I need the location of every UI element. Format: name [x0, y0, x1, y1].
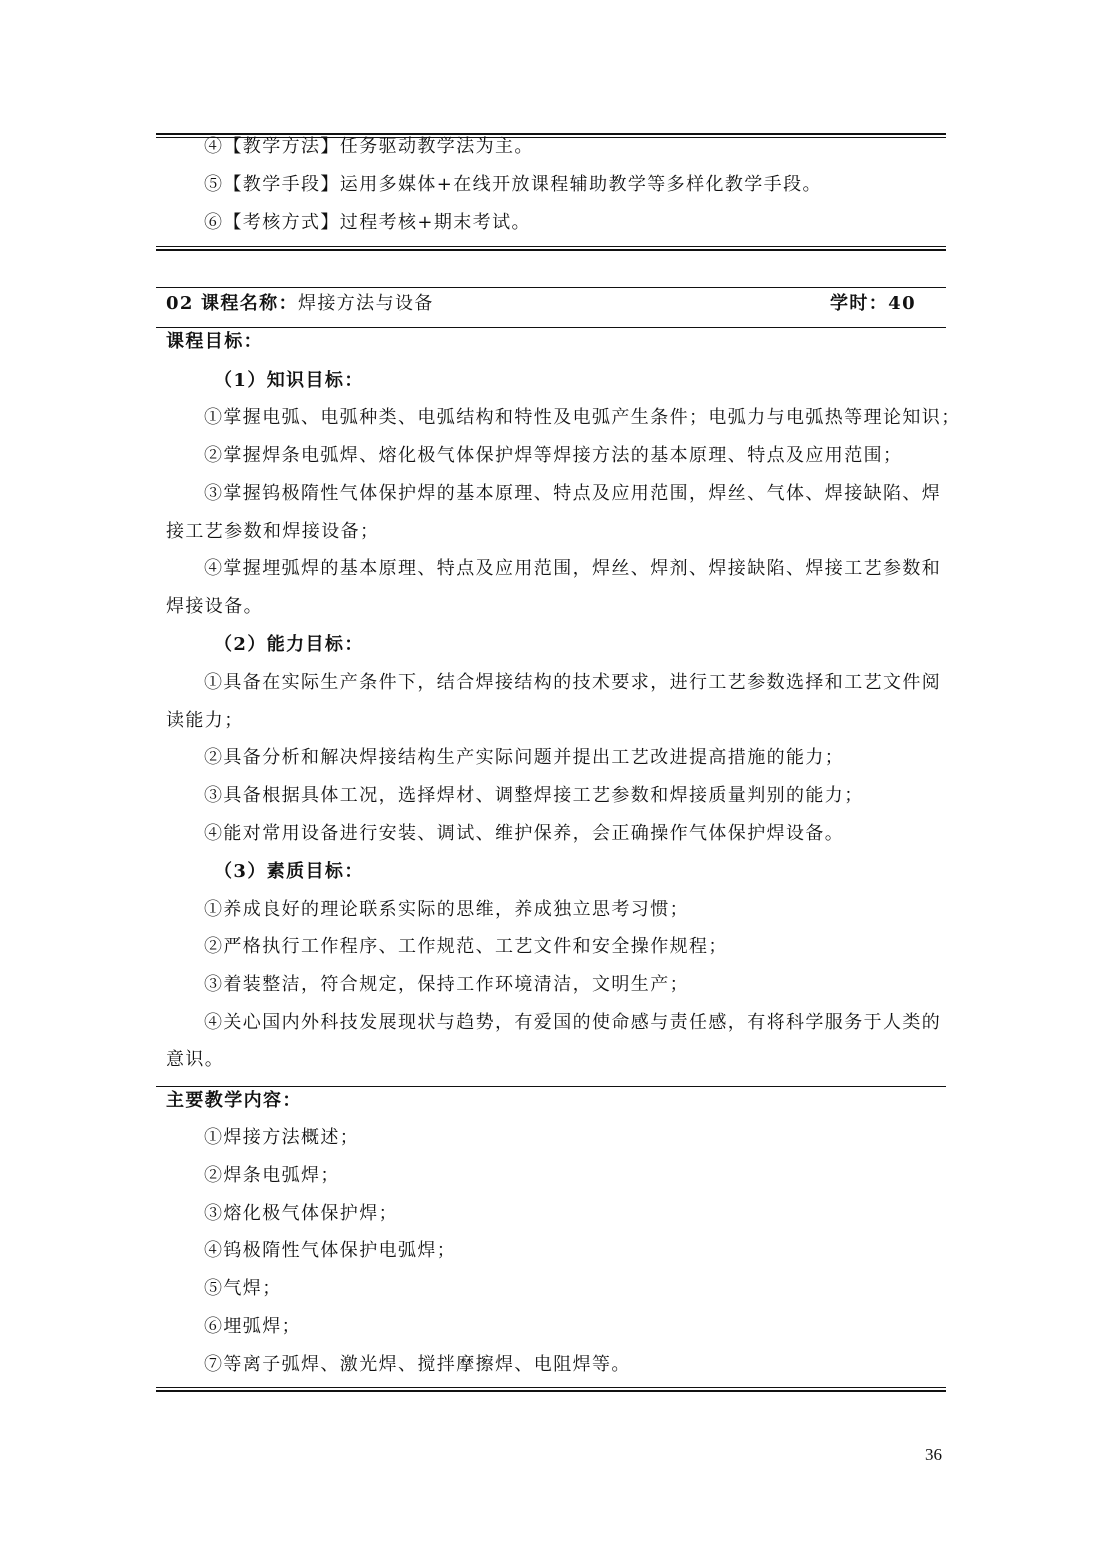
knowledge-3: ③掌握钨极隋性气体保护焊的基本原理、特点及应用范围，焊丝、气体、焊接缺陷、焊 — [204, 483, 942, 504]
section-rule-thin — [156, 246, 946, 247]
course-hours — [830, 292, 916, 316]
knowledge-4: ④掌握埋弧焊的基本原理、特点及应用范围，焊丝、焊剂、焊接缺陷、焊接工艺参数和 — [204, 558, 942, 579]
quality-4-cont: 意识。 — [166, 1049, 225, 1070]
content-4: ④钨极隋性气体保护电弧焊； — [204, 1240, 457, 1261]
knowledge-1: ①掌握电弧、电弧种类、电弧结构和特性及电弧产生条件；电弧力与电弧热等理论知识； — [204, 407, 961, 428]
section-rule-thick — [156, 249, 946, 251]
course-name: 焊接方法与设备 — [297, 293, 434, 314]
bottom-rule-thick — [156, 1390, 946, 1392]
teaching-means: ⑤【教学手段】运用多媒体+在线开放课程辅助教学等多样化教学手段。 — [204, 174, 822, 195]
quality-1: ①养成良好的理论联系实际的思维，养成独立思考习惯； — [204, 899, 689, 920]
ability-3: ③具备根据具体工况，选择焊材、调整焊接工艺参数和焊接质量判别的能力； — [204, 785, 864, 806]
objectives-heading: 课程目标： — [166, 331, 263, 352]
course-header — [166, 292, 941, 316]
content-top-rule — [156, 1086, 946, 1087]
page-number: 36 — [925, 1445, 942, 1464]
content-heading: 主要教学内容： — [166, 1090, 302, 1111]
quality-3: ③着装整洁，符合规定，保持工作环境清洁，文明生产； — [204, 974, 689, 995]
knowledge-2: ②掌握焊条电弧焊、熔化极气体保护焊等焊接方法的基本原理、特点及应用范围； — [204, 445, 903, 466]
quality-title: （3）素质目标： — [214, 861, 364, 882]
course-hours-label: 学时： — [829, 293, 889, 314]
content-2: ②焊条电弧焊； — [204, 1165, 340, 1186]
assessment-method: ⑥【考核方式】过程考核+期末考试。 — [204, 212, 531, 233]
knowledge-3-cont: 接工艺参数和焊接设备； — [166, 521, 380, 542]
course-header-bottom-rule — [156, 327, 946, 328]
course-header-top-rule — [156, 287, 946, 288]
quality-2: ②严格执行工作程序、工作规范、工艺文件和安全操作规程； — [204, 936, 728, 957]
knowledge-title: （1）知识目标： — [214, 370, 364, 391]
course-name-label: 课程名称： — [200, 293, 298, 314]
ability-4: ④能对常用设备进行安装、调试、维护保养，会正确操作气体保护焊设备。 — [204, 823, 845, 844]
content-1: ①焊接方法概述； — [204, 1127, 360, 1148]
content-3: ③熔化极气体保护焊； — [204, 1203, 398, 1224]
content-5: ⑤气焊； — [204, 1278, 282, 1299]
course-hours-value: 40 — [888, 293, 916, 314]
content-6: ⑥埋弧焊； — [204, 1316, 301, 1337]
bottom-rule-thin — [156, 1387, 946, 1388]
ability-1: ①具备在实际生产条件下，结合焊接结构的技术要求，进行工艺参数选择和工艺文件阅 — [204, 672, 942, 693]
teaching-method: ④【教学方法】任务驱动教学法为主。 — [204, 136, 534, 157]
ability-1-cont: 读能力； — [166, 710, 244, 731]
course-code: 02 — [166, 293, 194, 314]
knowledge-4-cont: 焊接设备。 — [166, 596, 263, 617]
ability-title: （2）能力目标： — [214, 634, 364, 655]
ability-2: ②具备分析和解决焊接结构生产实际问题并提出工艺改进提高措施的能力； — [204, 747, 845, 768]
content-7: ⑦等离子弧焊、激光焊、搅拌摩擦焊、电阻焊等。 — [204, 1354, 631, 1375]
quality-4: ④关心国内外科技发展现状与趋势，有爱国的使命感与责任感，有将科学服务于人类的 — [204, 1012, 942, 1033]
